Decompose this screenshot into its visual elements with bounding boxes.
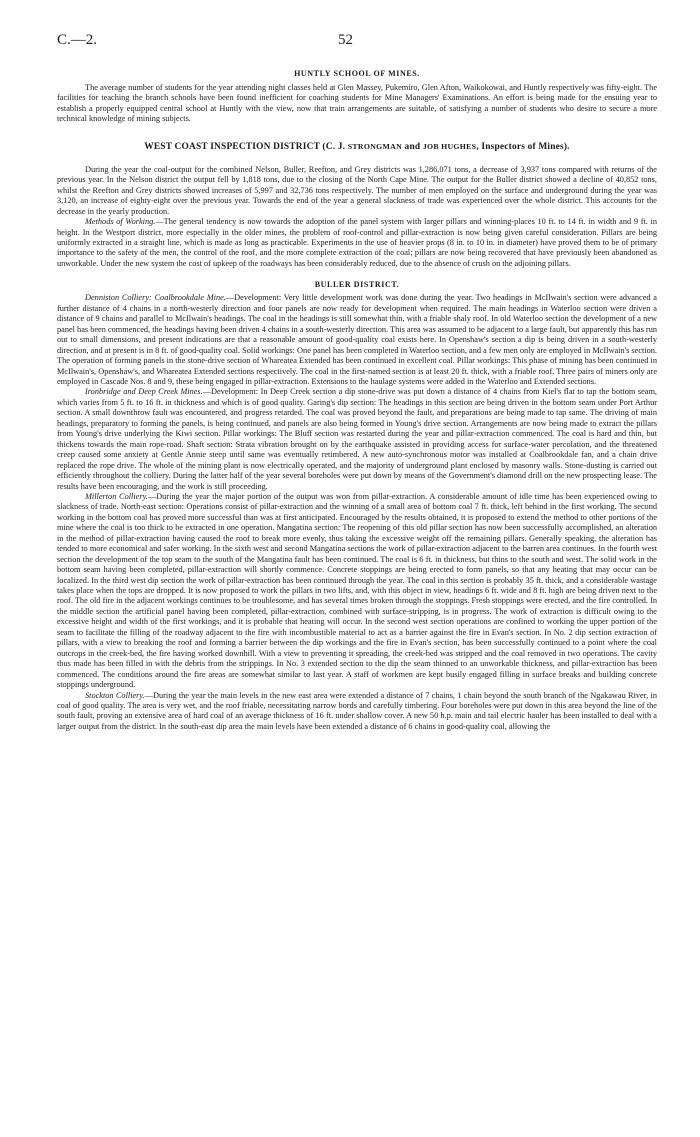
- methods-of-working-lead: Methods of Working.: [85, 217, 156, 227]
- heading-tail-text: , Inspectors of Mines).: [476, 141, 570, 152]
- millerton-paragraph: [57, 492, 657, 691]
- millerton-lead: Millerton Colliery.: [85, 491, 148, 501]
- buller-district-heading: BULLER DISTRICT.: [314, 280, 400, 290]
- denniston-paragraph: [57, 293, 657, 387]
- methods-of-working-paragraph: [57, 217, 657, 269]
- ironbridge-text: —Development: In Deep Creek section a dip stone-drive was put down a distance of 4 chains from Kiel's flat to tap the bottom seam, which varies from 5 ft. to 16 ft. in thickness and which is of good quality. Garing's dip section: The headings in this section are being driven in the bottom seam under Port Arthur section. A small downthrow fault was encountered, and progress retarded. The coal was proved beyond the fault, and preparations are being made to tap same. The driving of main headings, preparatory to forming the panels, is being continued, and panels are also being formed in Young's drive section. Arrangements are now being made to extract the pillars from Young's drive underlying the Kiwi section. Pillar workings: The Bluff section was restarted during the year and pillar-extraction commenced. The coal is hard and thin, but thickens towards the main rope-road. Shaft section: Strata vibration brought on by the earthquake assisted in providing access for surface-water percolation, and the threatened creep caused some anxiety at Gentle Annie steep until same was eventually retimbered. A new auto-synchronous motor was installed at Coalbrookdale fan, and a chain drive replaced the rope drive. The whole of the mining plant is now electrically operated, and the majority of underground plant enclosed by masonry walls. Stone-dusting is carried out efficiently throughout the colliery. During the latter half of the year several boreholes were put down by means of the Government's diamond drill on the new prospecting lease. The results have been encouraging, and the work is still proceeding.: [57, 387, 657, 491]
- coal-output-paragraph: During the year the coal-output for the combined Nelson, Buller, Reefton, and Grey districts was 1,286,071 tons, a decrease of 3,937 tons compared with returns of the previous year. In the Nelson district the output fell by 1,818 tons, due to the closing of the North Cape Mine. The output for the Buller district showed a decline of 40,852 tons, whilst the Reefton and Grey districts showed increases of 5,997 and 32,736 tons respectively. The number of men employed on the surface and underground during the year was 3,120, an increase of eighty-eight over the previous year. Towards the end of the year a general slackness of trade was experienced over the whole district. This accounts for the decrease in the yearly production.: [57, 164, 657, 216]
- stockton-lead: Stockton Colliery.: [85, 690, 145, 700]
- heading-main-text: WEST COAST INSPECTION DISTRICT (C. J.: [144, 141, 348, 152]
- section-reference: C.—2.: [57, 32, 98, 48]
- ironbridge-lead: Ironbridge and Deep Creek Mines.: [85, 387, 203, 397]
- denniston-text: —Development: Very little development work was done during the year. Two headings in McIlwain's section were advanced a further distance of 4 chains in a north-westerly direction and four panels are now ready for development when required. The main headings in Waterloo section were driven a distance of 9 chains and parallel to McIlwain's headings. The coal in the headings is still somewhat thin, with a friable shaly roof. In old Waterloo section the development of a new panel has been commenced, the headings having been driven 4 chains in a south-westerly direction. This area was assumed to be adjacent to a large fault, but apparently this has run out to small dimensions, and present indications are that a reasonable amount of good-quality coal exists here. In Openshaw's section a dip is being driven in a south-westerly direction, and at present is in 8 ft. of good-quality coal. Solid workings: One panel has been completed in Waterloo section, and a few men only are employed in McIlwain's section. The operation of forming panels in the stone-drive section of Whareatea Extended has been continued in excellent coal. Pillar workings: This phase of mining has been continued in McIlwain's, Openshaw's, and Whareatea Extended sections respectively. The coal in the first-named section is at least 20 ft. thick, with a friable roof. Three pairs of miners only are employed in Cascade Nos. 8 and 9, these being engaged in pillar-extraction. Extensions to the haulage systems were added in the Waterloo and Extended sections.: [57, 293, 657, 386]
- heading-and-text: and: [402, 141, 423, 152]
- stockton-paragraph: [57, 691, 657, 733]
- millerton-text: —During the year the major portion of the output was won from pillar-extraction. A considerable amount of idle time has been experienced owing to slackness of trade. North-east section: Operations consist of pillar-extraction and the winning of a small area of bottom coal 7 ft. thick, left behind in the first working. The second working in the bottom coal has proved more successful than was at first anticipated. Encouraged by the results obtained, it is proposed to extend the method to other portions of the mine where the coal is too thick to be extracted in one operation. Mangatina section: The reopening of this old pillar section has now been successfully accomplished, an alteration in the method of pillar-extraction having caused the roof to break more evenly, thus taking the excessive weight off the remaining pillars. Generally speaking, the alteration has tended to more economical and safer working. In the sixth west and second Mangatina sections the work of pillar-extraction adjacent to the barren area continues. In the fourth west section the development of the top seam to the south of the Mangatina fault has been continued. The coal is 6 ft. in thickness, but thins to the south and west. The solid work in the bottom seam having been completed, pillar-extraction will shortly commence. Concrete stoppings are being erected to form panels, so that any heating that may occur can be localized. In the third west dip section the work of pillar-extraction has been continued through the year. The coal in this section is probably 35 ft. thick, and a considerable wastage takes place when the tops are dropped. It is now proposed to work the pillars in two lifts, and, with this object in view, headings 6 ft. wide and 8 ft. high are being driven next to the roof. The old fire in the adjacent workings continues to be troublesome, and has several times broken through the stoppings. Fresh stoppings were erected, and the fire controlled. In the middle section the artificial panel having been completed, pillar-extraction, combined with surface-stripping, is in progress. The work of extraction is difficult owing to the excessive height and width of the first workings, and it is probable that heating will occur. In the second west section operations are confined to working the upper portion of the seam to facilitate the filling of the roadway adjacent to the fire with incombustible material to act as a barrier against the fire in Evan's section. In No. 2 dip section extraction of pillars, with a view to breaking the roof and forming a barrier between the dip workings and the fire in Evan's section, has been successfully continued to a point where the coal outcrops in the creek-bed, the fire having worked downhill. With a view to preventing it spreading, the creek-bed was stripped and the coal removed in two operations. The cavity thus made has been filled in with the debris from the strippings. In No. 3 extended section to the dip the seam thinned to an unworkable thickness, and pillar-extraction has been commenced. The conditions around the fire areas are somewhat similar to last year. A staff of workmen are kept busily engaged filling in surface breaks and building concrete stoppings underground.: [57, 491, 657, 690]
- inspector-name-strongman: STRONGMAN: [347, 141, 403, 151]
- ironbridge-paragraph: [57, 387, 657, 492]
- denniston-lead: Denniston Colliery: Coalbrookdale Mine.: [85, 293, 226, 303]
- stockton-text: —During the year the main levels in the new east area were extended a distance of 7 chains, 1 chain beyond the south branch of the Ngakawau River, in coal of good quality. The area is very wet, and the roof friable, necessitating narrow bords and carefully timbering. Four boreholes were put down in this area beyond the line of the south fault, proving an extensive area of hard coal of an average thickness of 16 ft. under shallow cover. A new 50 h.p. main and tail electric hauler has been installed to deal with a larger output from the district. In the south-east dip area the main levels have been extended a distance of 6 chains in good-quality coal, allowing the: [57, 690, 658, 731]
- inspector-name-hughes: JOB HUGHES: [422, 141, 477, 151]
- west-coast-district-heading: [57, 141, 657, 153]
- page-number: 52: [338, 32, 353, 48]
- huntly-paragraph: The average number of students for the year attending night classes held at Glen Massey, Pukemiro, Glen Afton, Waikokowai, and Huntly respectively was fifty-eight. The facilities for teaching the branch schools have been found inefficient for coaching students for Mine Managers' Examinations. An effort is being made for the ensuing year to establish a properly equipped central school at Huntly with the view, now that train arrangements are suitable, of satisfying a number of students who desire to secure a more technical knowledge of mining subjects.: [57, 83, 657, 124]
- document-page: [57, 32, 657, 732]
- huntly-school-heading: HUNTLY SCHOOL OF MINES.: [294, 69, 420, 78]
- methods-of-working-text: —The general tendency is now towards the adoption of the panel system with larger pillars and winning-places 10 ft. to 14 ft. in width and 9 ft. in height. In the Westport district, more especially in the older mines, the problem of roof-control and pillar-extraction is now being given careful consideration. Pillars are being uniformly extracted in a straight line, which is made as long as practicable. Experiments in the use of heavier props (8 in. to 10 in. in diameter) have proved them to be of primary importance to the safety of the men, the control of the roof, and the more complete extraction of the coal; pillars are now being recovered that have previously been abandoned as unworkable. Under the new system the cost of upkeep of the roadways has been considerably reduced, due to the absence of crush on the adjoining pillars.: [57, 217, 657, 268]
- page-header: [57, 32, 657, 52]
